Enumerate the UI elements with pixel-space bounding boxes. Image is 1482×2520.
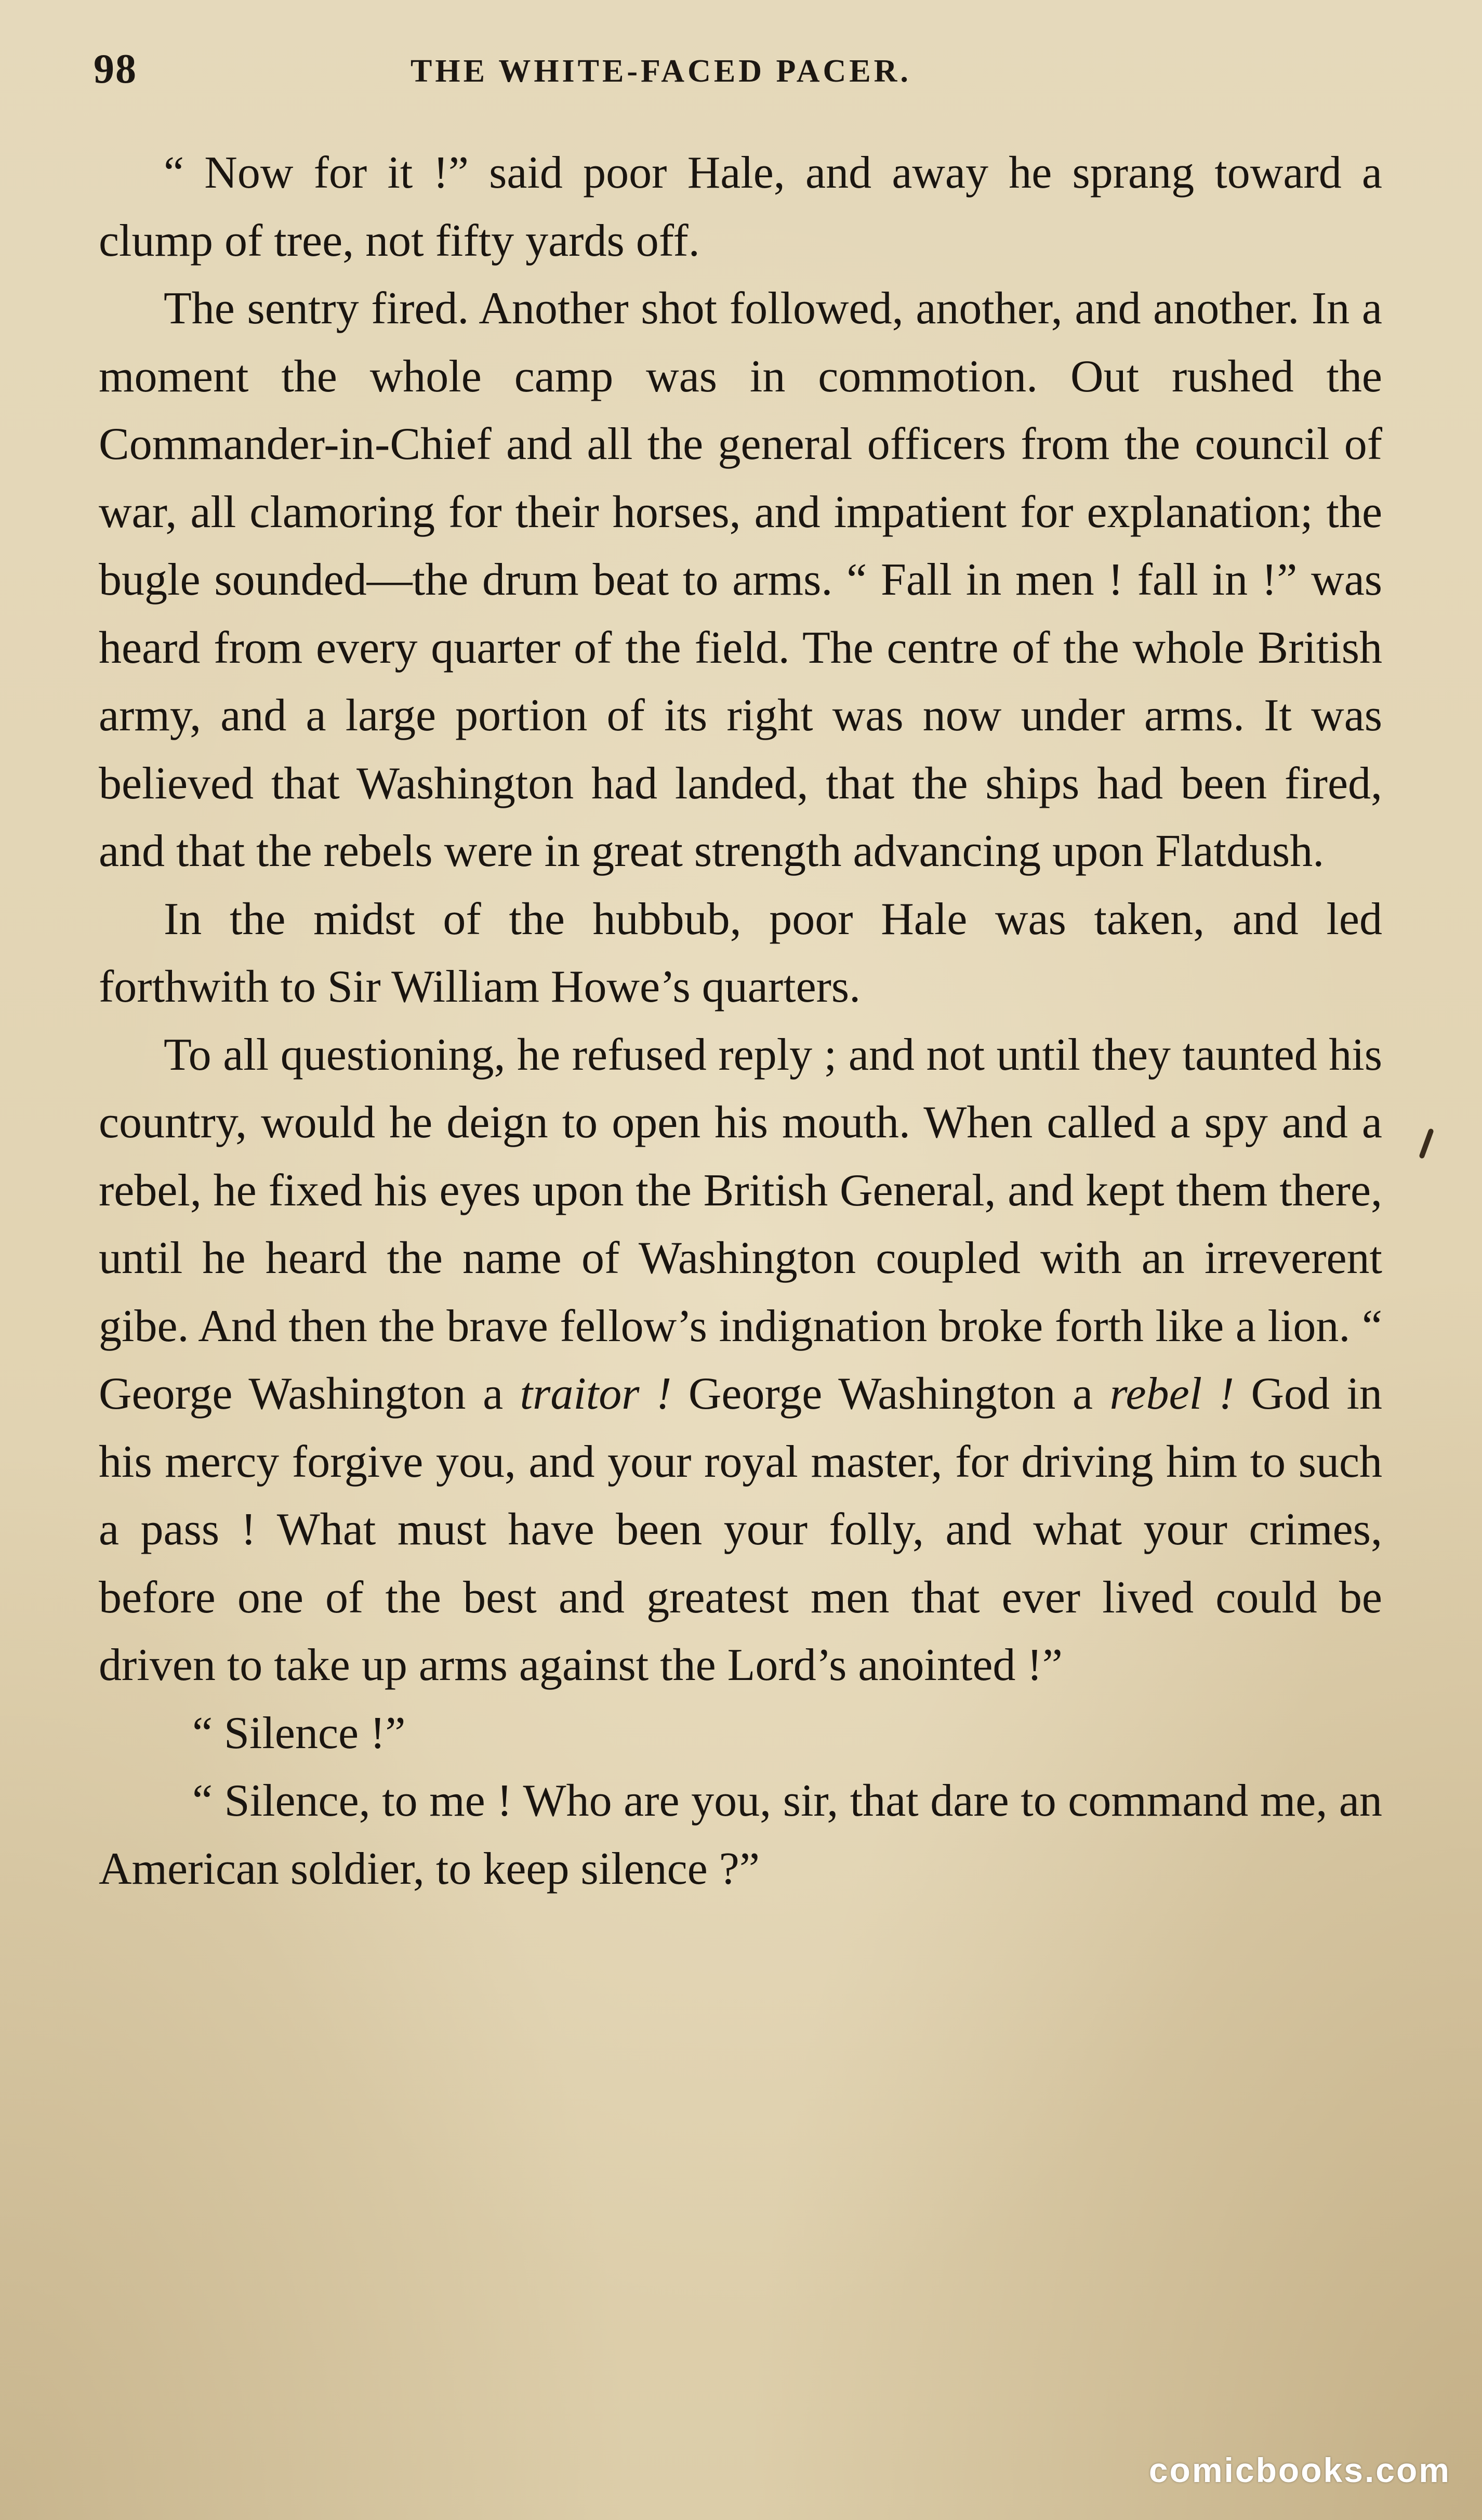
paragraph: “ Now for it !” said poor Hale, and away he sprang toward a clump of tree, not fifty yards off. xyxy=(99,148,1382,266)
paragraph-text: To all questioning, he refused reply ; and not until they taunted his country, would he deign to open his mouth. When called a spy and a rebel, he fixed his eyes upon the British General, and kept them there, until he heard the name of Washington coupled with an irreverent gibe. And then the brave fellow’s indignation broke forth like a lion. xyxy=(99,1029,1382,1351)
running-head xyxy=(94,46,1403,103)
paragraph: “ Silence, to me ! Who are you, sir, that dare to command me, an American soldier, to keep silence ?” xyxy=(99,1776,1382,1894)
watermark: comicbooks.com xyxy=(1148,2451,1451,2489)
paragraph: “ Silence !” xyxy=(192,1708,406,1758)
quote-rest: God in his mercy forgive you, and your royal master, for driving him to such a pass ! What must have been your folly, and what your crimes, before one of the best and greatest men that ever lived could be driven to take up arms against the Lord’s anointed !” xyxy=(99,1369,1382,1690)
page-number: 98 xyxy=(94,46,137,92)
paragraph-with-quote xyxy=(99,1021,1382,1700)
paragraph: The sentry fired. Another shot followed, another, and another. In a moment the whole camp was in commotion. Out rushed the Commander-in-Chief and all the general officers from the council of war, all clamoring for their horses, and impatient for explanation; the bugle sounded—the drum beat to arms. “ Fall in men ! fall in !” was heard from every quarter of the field. The centre of the whole British army, and a large portion of its right was now under arms. It was believed that Washington had landed, that the ships had been fired, and that the rebels were in great strength advancing upon Flatdush. xyxy=(99,283,1382,876)
italic-rebel: rebel ! xyxy=(1109,1369,1234,1419)
body-text xyxy=(99,139,1382,1903)
ink-mark xyxy=(1419,1128,1434,1159)
quote-lead: “ George Washington a xyxy=(99,1301,1383,1419)
paragraph: In the midst of the hubbub, poor Hale was taken, and led forthwith to Sir William Howe’s quarters. xyxy=(99,894,1382,1012)
italic-traitor: traitor ! xyxy=(520,1369,672,1419)
running-title: THE WHITE-FACED PACER. xyxy=(411,54,911,89)
quote-middle: George Washington a xyxy=(671,1369,1110,1419)
